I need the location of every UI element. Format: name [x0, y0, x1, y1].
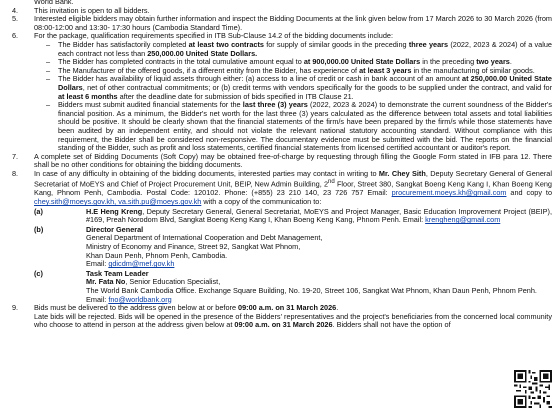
paragraph-text: Interested eligible bidders may obtain further information and inspect the Bidding Documents at the link given below from 17 March 2026 to 30 March 2026 (from 08:00-12:00 and 13:30- 17:30 hours (Cambodia Standard Time). — [34, 14, 552, 32]
list-item: – The Bidder has satisfactorily completed at least two contracts for supply of similar goods in the preceding three years (2022, 2023 & 2024) of a value each contract not less than 250,000.00 United State Dollars. — [58, 41, 552, 58]
bidding-notice — [8, 0, 552, 330]
list-item: – The Bidder has completed contracts in the total cumulative amount equal to at 900,000.00 United State Dollars in the preceding two years. — [58, 58, 552, 67]
contact-a: (a) H.E Heng Kreng, Deputy Secretary General, General Secretariat, MoEYS and Project Manager, Basic Education Improvement Project (BEIP), #169, Preah Norodom Blvd, Sangkat Boeng Keng Kang I, Khan Boeng Keng Kang, Phnom Penh. Email: krengheng@gmail.com — [34, 206, 552, 225]
paragraph-9 — [8, 304, 552, 330]
contact-b-email-link[interactable]: gdicdm@mef.gov.kh — [108, 259, 175, 269]
contact-c-email-link[interactable]: fno@worldbank.org — [108, 294, 172, 304]
paragraph-8 — [8, 170, 552, 207]
paragraph-text: This invitation is open to all bidders. — [34, 5, 150, 15]
paragraph-text: For the package, qualification requirements specified in ITB Sub-Clause 14.2 of the bidding documents include: — [34, 31, 393, 41]
contact-b: (b) Director General General Department of International Cooperation and Debt Management, Ministry of Economy and Finance, Street 92, Sangkat Wat Phnom, Khan Daun Penh, Phnom Penh, Cambodia. Email: gdicdm@mef.gov.kh — [34, 224, 323, 269]
top-line: World Bank. — [34, 0, 74, 6]
paragraph-7 — [8, 153, 552, 170]
paragraph-number: 5. — [12, 14, 19, 24]
list-item: – Bidders must submit audited financial statements for the last three (3) years (2022, 2023 & 2024) to demonstrate the current soundness of the Bidder's financial position. As a minimum, the Bidder's net worth for the last three (3) years calculated as the difference between total assets and total liabilities should be positive. It should be clearly shown that the financial statements of the firm/s have been prepared by the firm/s while those statements have been audited by an independent entity, and should not violate the relevant national statutory accounting standard. Without compliance with this requirement, the Bidder shall be considered non-responsive. The documentary evidence must be submitted with the bid. The reports on the financial standing of the Bidder, such as profit and loss statements, certified financial statements from licensed certified accountant or auditor's report. — [58, 101, 552, 153]
copy-email-link[interactable]: chey.sith@moeys.gov.kh, va.sith.pu@moeys.gov.kh — [34, 197, 202, 207]
paragraph-text: In case of any difficulty in obtaining of the bidding documents, interested parties may contact in writing to Mr. Chey Sith, Deputy Secretary General of General Secretariat of MoEYS and Chief of Project Procurement Unit, BEIP, New Admin Building, 2nd Floor, Street 380, Sangkat Boeng Keng Kang I, Khan Boeng Keng Kang, Phnom Penh, Cambodia. Postal Code: 120102. Phone: (+855) 23 210 140, 23 726 757 Email: procurement.moeys.kh@gmail.com and copy to chey.sith@moeys.gov.kh, va.sith.pu@moeys.gov.kh with a copy of the communication to: — [34, 168, 553, 207]
contact-a-email-link[interactable]: krengheng@gmail.com — [425, 215, 501, 225]
qr-code-icon[interactable] — [514, 370, 552, 408]
paragraph-text: Bids must be delivered to the address given below at or before 09:00 a.m. on 31 March 2026. Late bids will be rejected. Bids will be opened in the presence of the Bidders' representatives and the project's beneficiaries from the concerned local community who choose to attend in person at the address given below at 09:00 a.m. on 31 March 2026. Bidders shall not have the option of — [34, 303, 552, 330]
paragraph-text: A complete set of Bidding Documents (Soft Copy) may be obtained free-of-charge by requesting through filling the Google Form stated in IFB para 12. There shall be no other conditions for obtaining the bidding documents. — [34, 151, 552, 170]
paragraph-number: 8. — [12, 168, 19, 178]
paragraph-number: 4. — [12, 5, 19, 15]
list-item: – The Bidder has availability of liquid assets through either: (a) access to a line of credit or cash in bank account of an amount at 250,000.00 United State Dollars, net of other contractual commitments; or (b) credit terms with vendors specifically for the goods to be supplied under the contract, and valid for at least 6 months after the deadline date for submission of bids specified in ITB Clause 21. — [58, 75, 552, 101]
paragraph-number: 6. — [12, 31, 19, 41]
procurement-email-link[interactable]: procurement.moeys.kh@gmail.com — [391, 188, 507, 198]
paragraph-number: 9. — [12, 303, 19, 313]
list-item: – The Manufacturer of the offered goods, if a different entity from the Bidder, has experience of at least 3 years in the manufacturing of similar goods. — [58, 67, 552, 76]
contact-c: (c) Task Team Leader Mr. Fata No, Senior Education Specialist, The World Bank Cambodia Office. Exchange Square Building, No. 19-20, Street 106, Sangkat Wat Phnom, Khan Daun Penh, Phnom Penh. Email: fno@worldbank.org — [34, 268, 537, 304]
paragraph-number: 7. — [12, 151, 19, 161]
paragraph-5 — [8, 15, 552, 32]
qualification-list — [8, 41, 552, 153]
